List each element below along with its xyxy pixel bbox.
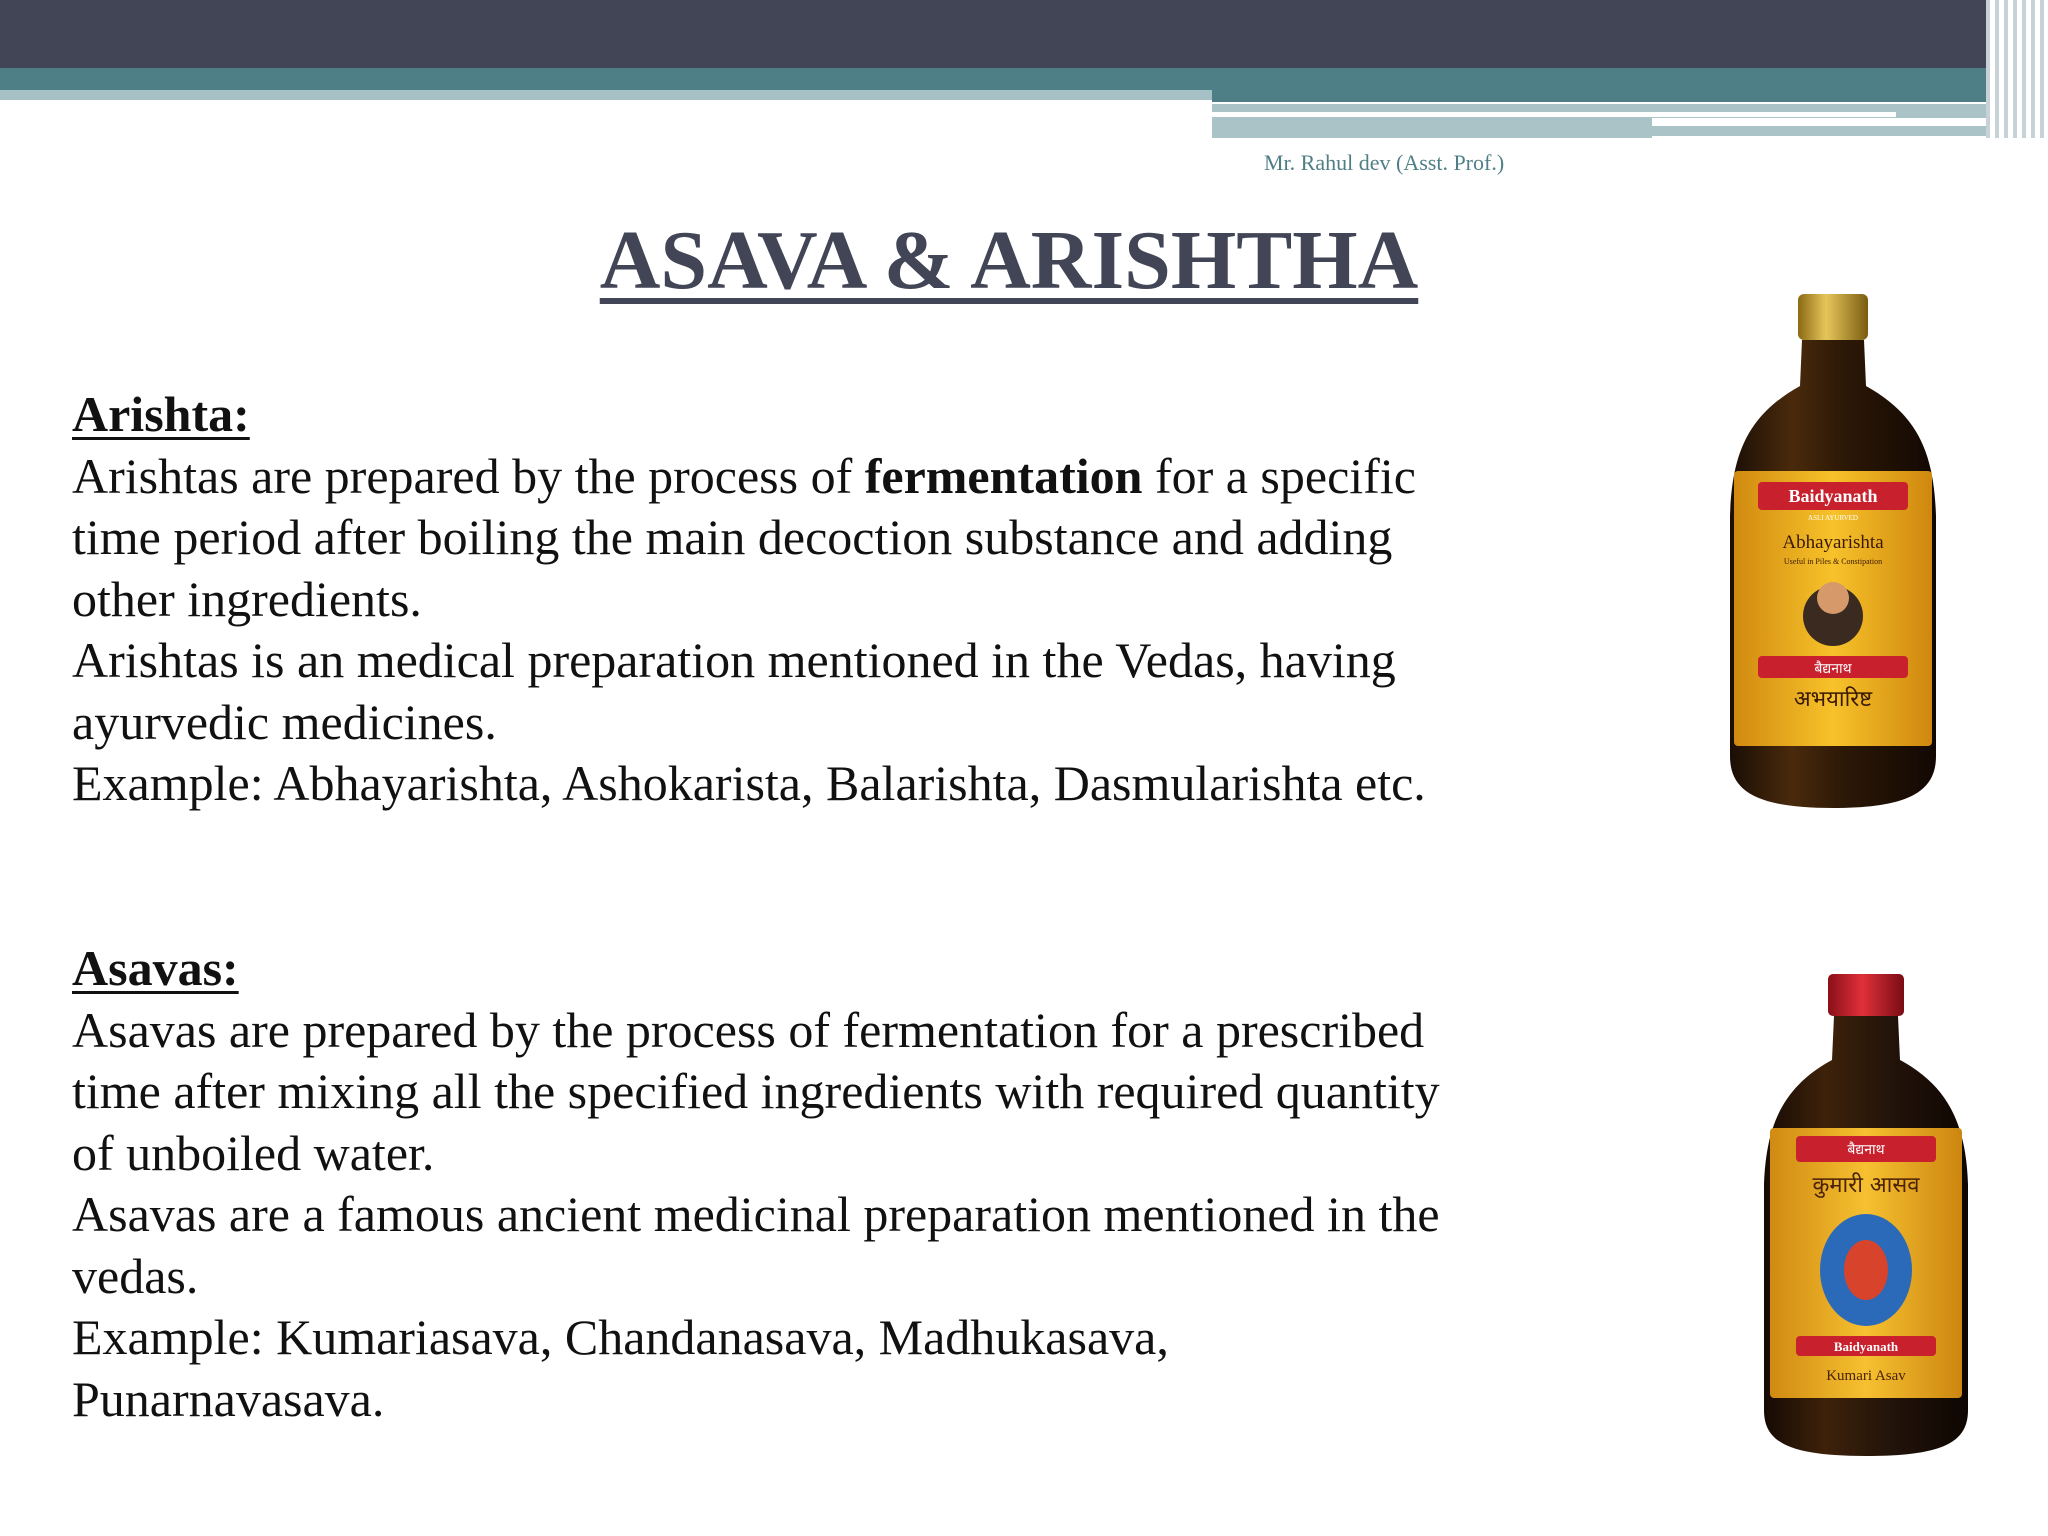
header-bar-light-short bbox=[1212, 118, 1652, 138]
bottle-hindi-product: कुमारी आसव bbox=[1812, 1173, 1920, 1198]
mascot-face bbox=[1817, 582, 1849, 614]
bottle-brand-text: Baidyanath bbox=[1833, 1339, 1899, 1354]
arishta-line-1-post: for a specific bbox=[1142, 447, 1416, 504]
asavas-line-5: vedas. bbox=[72, 1247, 199, 1304]
bottle-tagline: Useful in Piles & Constipation bbox=[1783, 557, 1883, 566]
slide-title-text: ASAVA & ARISHTHA bbox=[599, 214, 1419, 307]
asavas-heading: Asavas: bbox=[72, 940, 239, 996]
arishta-line-4: Arishtas is an medical preparation mentioned in the Vedas, having bbox=[72, 632, 1396, 688]
header-bar-dark bbox=[0, 0, 2048, 68]
arishta-line-3: other ingredients. bbox=[72, 570, 422, 627]
bottle-cap bbox=[1828, 974, 1904, 1016]
anatomy-organ bbox=[1844, 1240, 1888, 1300]
bottle-hindi-brand: बैद्यनाथ bbox=[1814, 661, 1852, 677]
asavas-line-6: Example: Kumariasava, Chandanasava, Madhukasava, bbox=[72, 1309, 1169, 1365]
bottle-hindi-brand: बैद्यनाथ bbox=[1847, 1142, 1885, 1158]
arishta-line-6: Example: Abhayarishta, Ashokarista, Balarishta, Dasmularishta etc. bbox=[72, 755, 1426, 811]
asavas-line-1: Asavas are prepared by the process of fermentation for a prescribed bbox=[72, 1001, 1425, 1058]
header-bar-light-end bbox=[1652, 126, 2008, 136]
slide-title bbox=[0, 212, 2018, 309]
asavas-line-2: time after mixing all the specified ingredients with required quantity bbox=[72, 1063, 1440, 1119]
arishta-line-5: ayurvedic medicines. bbox=[72, 693, 497, 750]
kumari-asav-bottle-image bbox=[1756, 970, 1976, 1460]
header-stripes bbox=[1986, 0, 2048, 138]
header-bar-teal bbox=[0, 68, 2048, 90]
arishta-section bbox=[72, 384, 1672, 815]
asavas-line-7: Punarnavasava. bbox=[72, 1370, 385, 1427]
arishta-heading: Arishta: bbox=[72, 386, 250, 442]
arishta-line-1-bold: fermentation bbox=[864, 447, 1143, 504]
bottle-brand-sub: ASLI AYURVED bbox=[1808, 514, 1858, 522]
asavas-line-3: of unboiled water. bbox=[72, 1124, 435, 1181]
header-bar-light bbox=[0, 90, 1212, 100]
bottle-product-text: Abhayarishta bbox=[1782, 532, 1884, 553]
bottle-hindi-product: अभयारिष्ट bbox=[1793, 687, 1873, 712]
bottle-cap bbox=[1798, 294, 1868, 340]
arishta-line-2: time period after boiling the main decoction substance and adding bbox=[72, 509, 1393, 565]
author-credit: Mr. Rahul dev (Asst. Prof.) bbox=[1264, 150, 1505, 175]
bottle-product-text: Kumari Asav bbox=[1826, 1368, 1906, 1384]
abhayarishta-bottle-image bbox=[1720, 286, 1946, 816]
arishta-line-1-pre: Arishtas are prepared by the process of bbox=[72, 447, 865, 504]
asavas-line-4: Asavas are a famous ancient medicinal preparation mentioned in the bbox=[72, 1186, 1440, 1242]
bottle-brand-text: Baidyanath bbox=[1788, 486, 1878, 506]
header-bar-teal-right bbox=[1212, 90, 2048, 102]
header-divider-line bbox=[1212, 112, 1896, 117]
arishta-line-1 bbox=[72, 446, 1672, 508]
asavas-section bbox=[72, 938, 1672, 1430]
